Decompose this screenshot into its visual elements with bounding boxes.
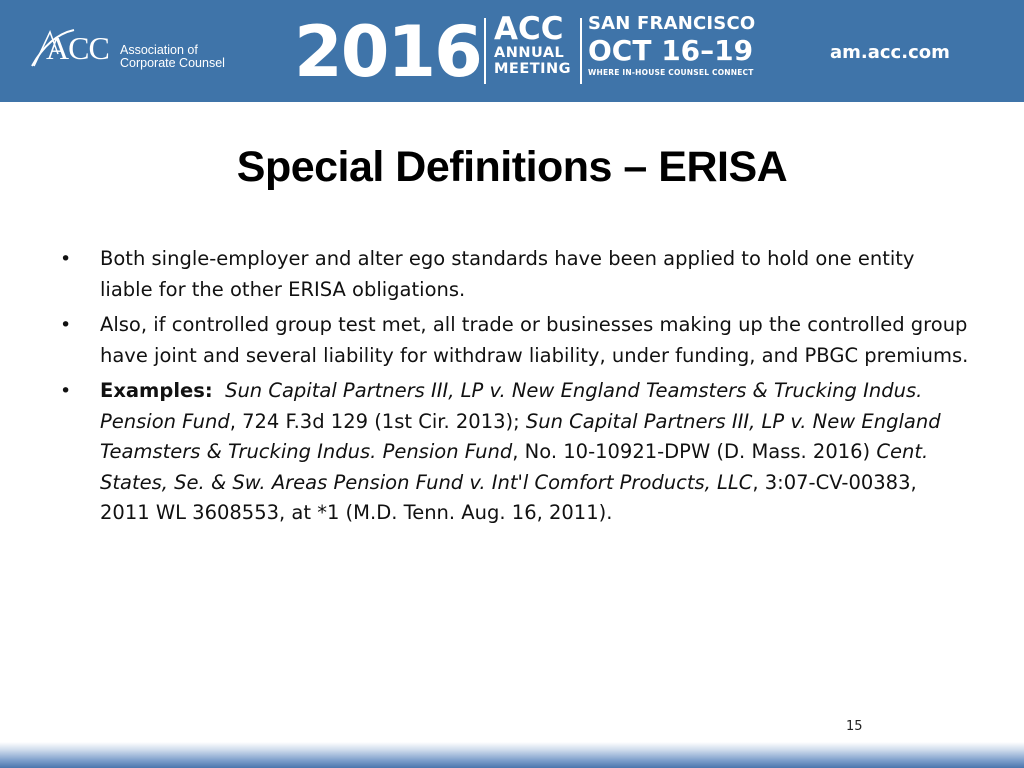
bullet-icon: • <box>60 380 72 402</box>
org-name-line2: Corporate Counsel <box>120 56 225 70</box>
bullet-icon: • <box>60 314 72 336</box>
event-dates: OCT 16–19 <box>588 34 754 67</box>
bullet-icon: • <box>60 248 72 270</box>
event-url[interactable]: am.acc.com <box>830 42 950 63</box>
banner-divider <box>484 18 486 84</box>
event-name <box>494 11 572 77</box>
bullet-item <box>60 244 970 305</box>
case-citation: , 724 F.3d 129 (1st Cir. 2013); <box>229 409 526 433</box>
bottom-gradient-bar <box>0 742 1024 768</box>
examples-label: Examples: <box>100 379 213 402</box>
org-name <box>120 44 225 70</box>
acc-logo <box>28 26 228 76</box>
event-tagline: WHERE IN-HOUSE COUNSEL CONNECT <box>588 68 754 77</box>
bullet-text: Both single-employer and alter ego standards have been applied to hold one entity liable for the other ERISA obligations. <box>100 247 915 301</box>
event-acc: ACC <box>494 11 564 47</box>
event-city: SAN FRANCISCO <box>588 13 756 34</box>
case-citation: , No. 10-10921-DPW (D. Mass. 2016) <box>512 440 877 463</box>
banner-divider <box>580 18 582 84</box>
bullet-item <box>60 310 970 371</box>
event-line1: ANNUAL <box>494 45 565 61</box>
event-year: 2016 <box>294 11 481 93</box>
header-banner <box>0 0 1024 102</box>
page-number: 15 <box>846 719 863 734</box>
event-location <box>588 14 755 78</box>
case-name: Cent. States, Se. & Sw. Areas Pension Fund v. Int'l Comfort Products, LLC <box>100 440 929 494</box>
case-name: Sun Capital Partners III, LP v. New England Teamsters & Trucking Indus. Pension Fund <box>100 379 923 433</box>
bullet-item <box>60 376 970 529</box>
event-line2: MEETING <box>494 60 572 77</box>
bullet-text: Also, if controlled group test met, all trade or businesses making up the controlled group have joint and several liability for withdraw liability, under funding, and PBGC premiums. <box>100 313 969 367</box>
case-citation: , 3:07-CV-00383, 2011 WL 3608553, at *1 (M.D. Tenn. Aug. 16, 2011). <box>100 470 917 524</box>
acc-logo-text: ACC <box>46 30 109 66</box>
bullet-list <box>60 244 970 534</box>
case-name: Sun Capital Partners III, LP v. New England Teamsters & Trucking Indus. Pension Fund <box>100 409 941 463</box>
org-name-line1: Association of <box>120 43 198 57</box>
slide-title: Special Definitions – ERISA <box>236 143 788 191</box>
